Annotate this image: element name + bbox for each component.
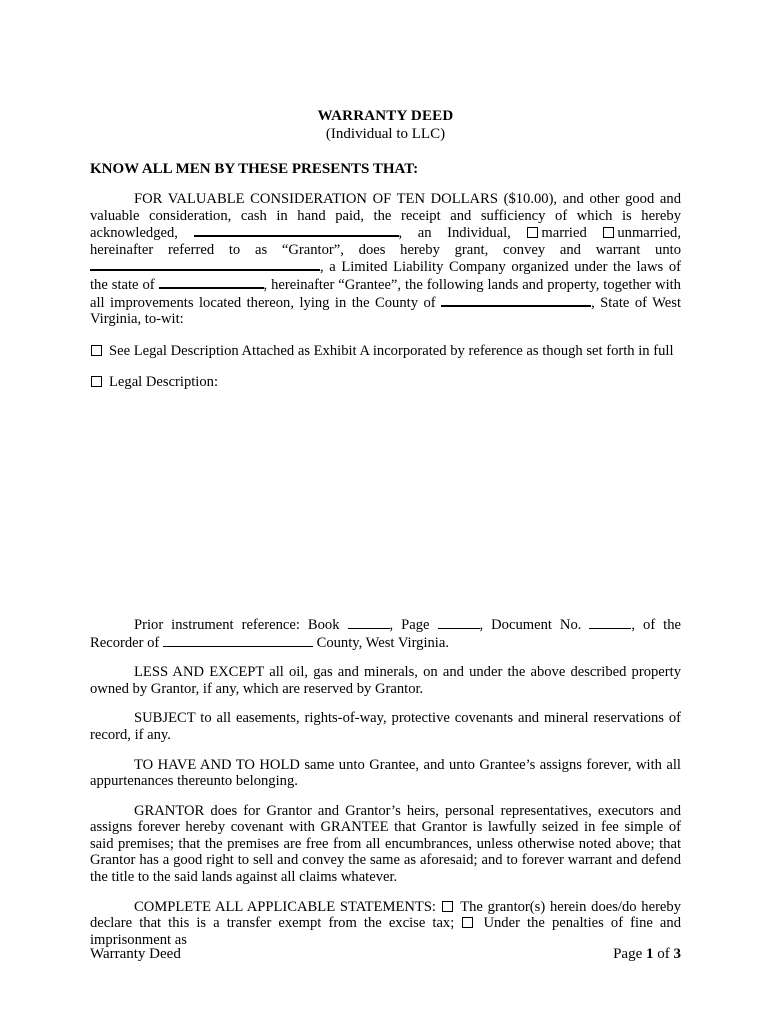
legal-description-check-row	[90, 374, 681, 391]
exhibit-a-checkbox[interactable]	[91, 345, 102, 356]
subject-paragraph: SUBJECT to all easements, rights-of-way, protective covenants and mineral reservations of record, if any.	[90, 710, 681, 743]
complete-text-3: Under the penalties of fine and imprisonment as	[90, 915, 682, 948]
exhibit-check-label: See Legal Description Attached as Exhibit A incorporated by reference as though set forth in full	[109, 342, 674, 359]
state-blank[interactable]	[159, 276, 264, 289]
unmarried-checkbox[interactable]	[603, 227, 614, 238]
document-content	[90, 108, 681, 948]
prior-text-1: Prior instrument reference: Book	[134, 616, 348, 633]
consideration-text-3: “Grantor”, does hereby grant, convey and warrant unto	[281, 241, 682, 258]
legal-description-check-label: Legal Description:	[109, 374, 219, 391]
complete-text-2: The grantor(s) herein does/do hereby declare that this is a transfer exempt from the excise tax;	[90, 898, 681, 932]
grantor-covenant-paragraph: GRANTOR does for Grantor and Grantor’s heirs, personal representatives, executors and assigns forever hereby covenant with GRANTEE that Grantor is lawfully seized in fee simple of said premises; that the premises are free from all encumbrances, unless otherwise noted above; that Grantor has a good right to sell and convey the same as aforesaid; and to forever warrant and defend the title to the said lands against all claims whatever.	[90, 802, 681, 886]
recorder-county-blank[interactable]	[163, 634, 313, 647]
footer-page-total: 3	[673, 946, 681, 962]
footer-doc-name: Warranty Deed	[90, 946, 181, 962]
legal-description-checkbox[interactable]	[91, 376, 102, 387]
prior-text-3: , Document No.	[479, 616, 590, 633]
prior-instrument-paragraph	[90, 616, 681, 651]
consideration-text-4: , a Limited Liability Company organized under the laws of the state of	[90, 259, 681, 293]
footer-page-prefix: Page	[613, 946, 646, 962]
grantee-name-blank[interactable]	[90, 258, 320, 271]
grantor-name-blank[interactable]	[194, 224, 399, 237]
prior-text-5: County, West Virginia.	[312, 634, 449, 651]
county-blank[interactable]	[441, 294, 591, 307]
penalties-checkbox[interactable]	[462, 917, 473, 928]
prior-text-4: , of the Recorder of	[90, 616, 681, 651]
married-checkbox[interactable]	[527, 227, 538, 238]
consideration-text-5: , hereinafter “Grantee”, the following lands and property, together with all improvements located thereon, lying in the County of	[90, 276, 681, 311]
less-except-paragraph: LESS AND EXCEPT all oil, gas and minerals, on and under the above described property owned by Grantor, if any, which are reserved by Grantor.	[90, 664, 681, 697]
to-have-paragraph: TO HAVE AND TO HOLD same unto Grantee, and unto Grantee’s assigns forever, with all appurtenances thereunto belonging.	[90, 756, 681, 790]
book-blank[interactable]	[348, 616, 390, 629]
legal-description-area[interactable]	[90, 391, 681, 603]
complete-statements-paragraph	[90, 899, 681, 949]
page-blank[interactable]	[438, 616, 480, 629]
exhibit-check-row	[90, 343, 681, 360]
consideration-text-6: , State of West Virginia, to-wit:	[90, 294, 681, 328]
consideration-paragraph	[90, 191, 681, 328]
opening-heading: KNOW ALL MEN BY THESE PRESENTS THAT:	[90, 161, 419, 177]
footer-page-sep: of	[653, 946, 674, 962]
document-subtitle: (Individual to LLC)	[325, 126, 446, 142]
page-footer	[90, 946, 681, 963]
prior-text-2: , Page	[389, 616, 438, 633]
married-label: married	[541, 225, 587, 242]
consideration-text-1: FOR VALUABLE CONSIDERATION OF TEN DOLLARS ($10.00), and other good and valuable consideration, cash in hand paid, the receipt and sufficiency of which is hereby acknowledged,	[90, 191, 681, 242]
complete-text-1: COMPLETE ALL APPLICABLE STATEMENTS:	[134, 898, 441, 915]
excise-tax-exempt-checkbox[interactable]	[442, 901, 453, 912]
consideration-text-2: , an Individual,	[398, 225, 527, 242]
footer-page-indicator	[613, 946, 681, 963]
unmarried-label: unmarried, hereinafter referred to as	[90, 225, 681, 258]
document-title: WARRANTY DEED	[317, 108, 454, 124]
footer-page-current: 1	[646, 946, 654, 962]
document-no-blank[interactable]	[589, 616, 631, 629]
